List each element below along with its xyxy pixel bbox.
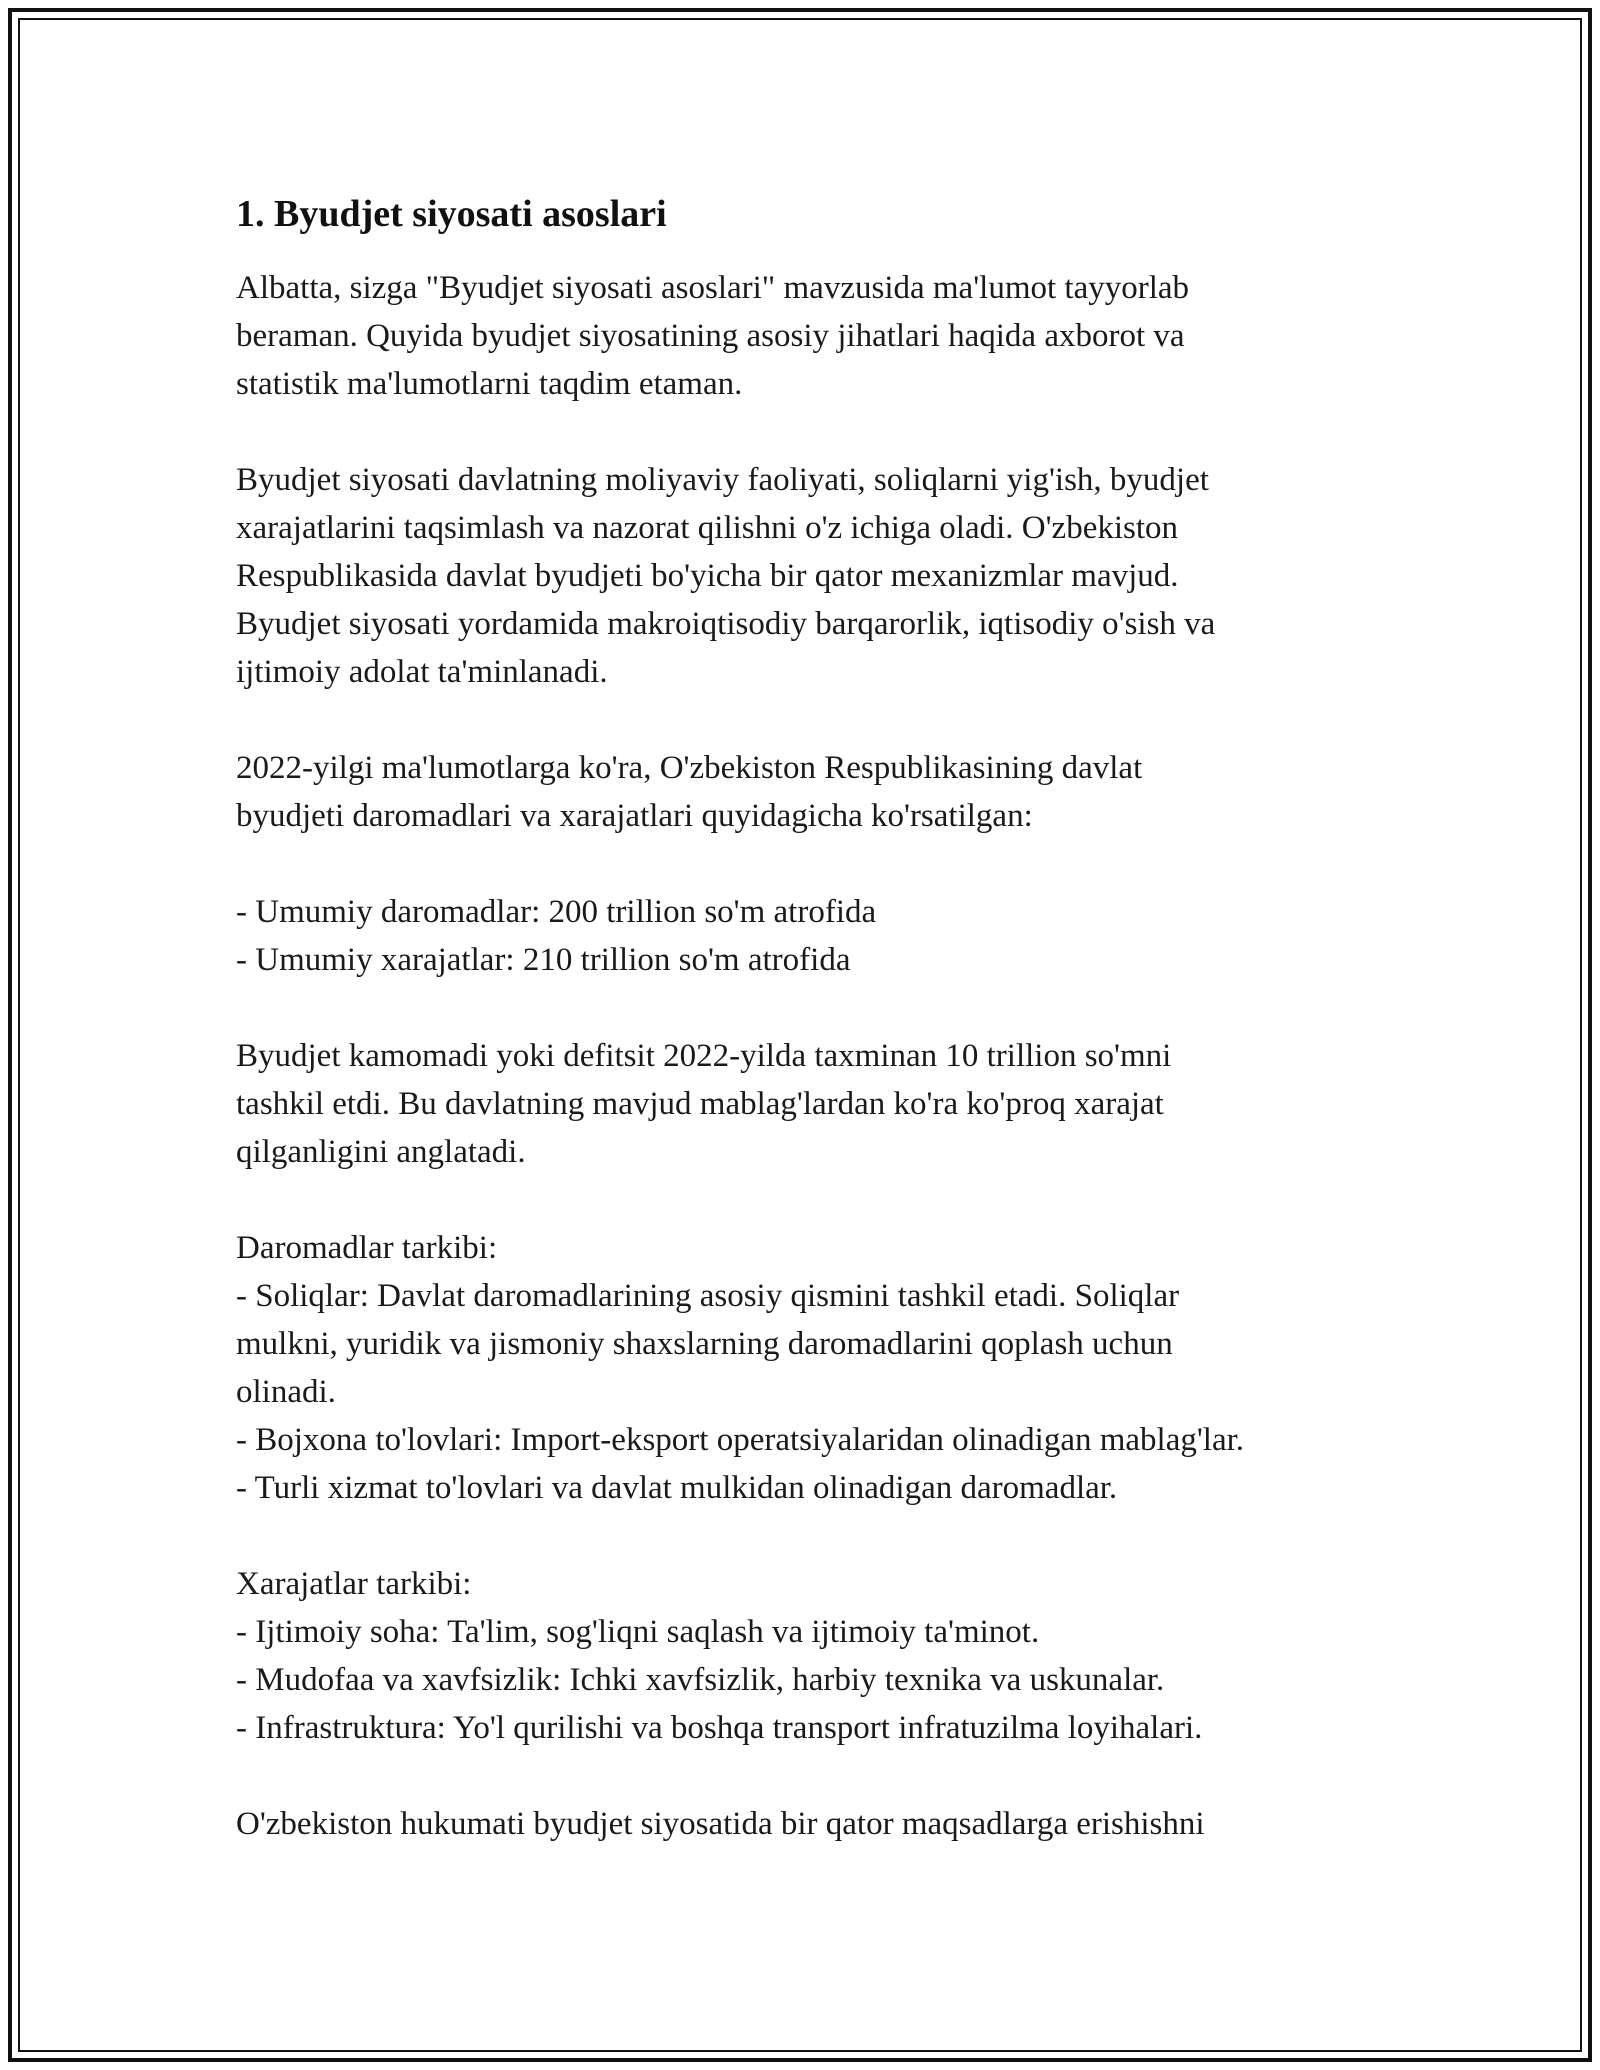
total-expenses-item: - Umumiy xarajatlar: 210 trillion so'm atrofida — [236, 942, 851, 978]
total-revenue-item: - Umumiy daromadlar: 200 trillion so'm atrofida — [236, 894, 877, 930]
expenses-heading: Xarajatlar tarkibi: — [236, 1566, 472, 1602]
document-title: 1. Byudjet siyosati asoslari — [236, 193, 667, 235]
expenses-item-infrastructure: - Infrastruktura: Yo'l qurilishi va boshqa transport infratuzilma loyihalari. — [236, 1710, 1203, 1746]
paragraph-gap — [236, 696, 1416, 744]
revenue-item-services: - Turli xizmat to'lovlari va davlat mulkidan olinadigan daromadlar. — [236, 1470, 1118, 1506]
paragraph-gap — [236, 840, 1416, 888]
revenue-section — [236, 1224, 1416, 1512]
definition-paragraph: Byudjet siyosati davlatning moliyaviy faoliyati, soliqlarni yig'ish, byudjet xarajatlarini taqsimlash va nazorat qilishni o'z ichiga oladi. O'zbekiston Respublikasida davlat byudjeti bo'yicha bir qator mexanizmlar mavjud. Byudjet siyosati yordamida makroiqtisodiy barqarorlik, iqtisodiy o'sish va ijtimoiy adolat ta'minlanadi. — [236, 462, 1216, 690]
revenue-item-taxes: - Soliqlar: Davlat daromadlarining asosiy qismini tashkil etadi. Soliqlar mulkni, yuridik va jismoniy shaxslarning daromadlarini qoplash uchun olinadi. — [236, 1278, 1180, 1410]
data-2022-paragraph: 2022-yilgi ma'lumotlarga ko'ra, O'zbekiston Respublikasining davlat byudjeti daromadlari va xarajatlari quyidagicha ko'rsatilgan: — [236, 750, 1143, 834]
paragraph-gap — [236, 984, 1416, 1032]
totals-list — [236, 888, 1416, 984]
intro-paragraph: Albatta, sizga "Byudjet siyosati asoslari" mavzusida ma'lumot tayyorlab beraman. Quyida byudjet siyosatining asosiy jihatlari haqida axborot va statistik ma'lumotlarni taqdim etaman. — [236, 270, 1190, 402]
paragraph-gap — [236, 1176, 1416, 1224]
paragraph-gap — [236, 408, 1416, 456]
deficit-paragraph: Byudjet kamomadi yoki defitsit 2022-yilda taxminan 10 trillion so'mni tashkil etdi. Bu davlatning mavjud mablag'lardan ko'ra ko'proq xarajat qilganligini anglatadi. — [236, 1038, 1172, 1170]
revenue-item-customs: - Bojxona to'lovlari: Import-eksport operatsiyalaridan olinadigan mablag'lar. — [236, 1422, 1245, 1458]
revenue-heading: Daromadlar tarkibi: — [236, 1230, 498, 1266]
expenses-item-defense: - Mudofaa va xavfsizlik: Ichki xavfsizlik, harbiy texnika va uskunalar. — [236, 1662, 1165, 1698]
paragraph-gap — [236, 1752, 1416, 1800]
expenses-item-social: - Ijtimoiy soha: Ta'lim, sog'liqni saqlash va ijtimoiy ta'minot. — [236, 1614, 1040, 1650]
paragraph-gap — [236, 1512, 1416, 1560]
closing-paragraph: O'zbekiston hukumati byudjet siyosatida bir qator maqsadlarga erishishni — [236, 1806, 1205, 1842]
expenses-section — [236, 1560, 1416, 1752]
document-body — [236, 188, 1416, 1848]
